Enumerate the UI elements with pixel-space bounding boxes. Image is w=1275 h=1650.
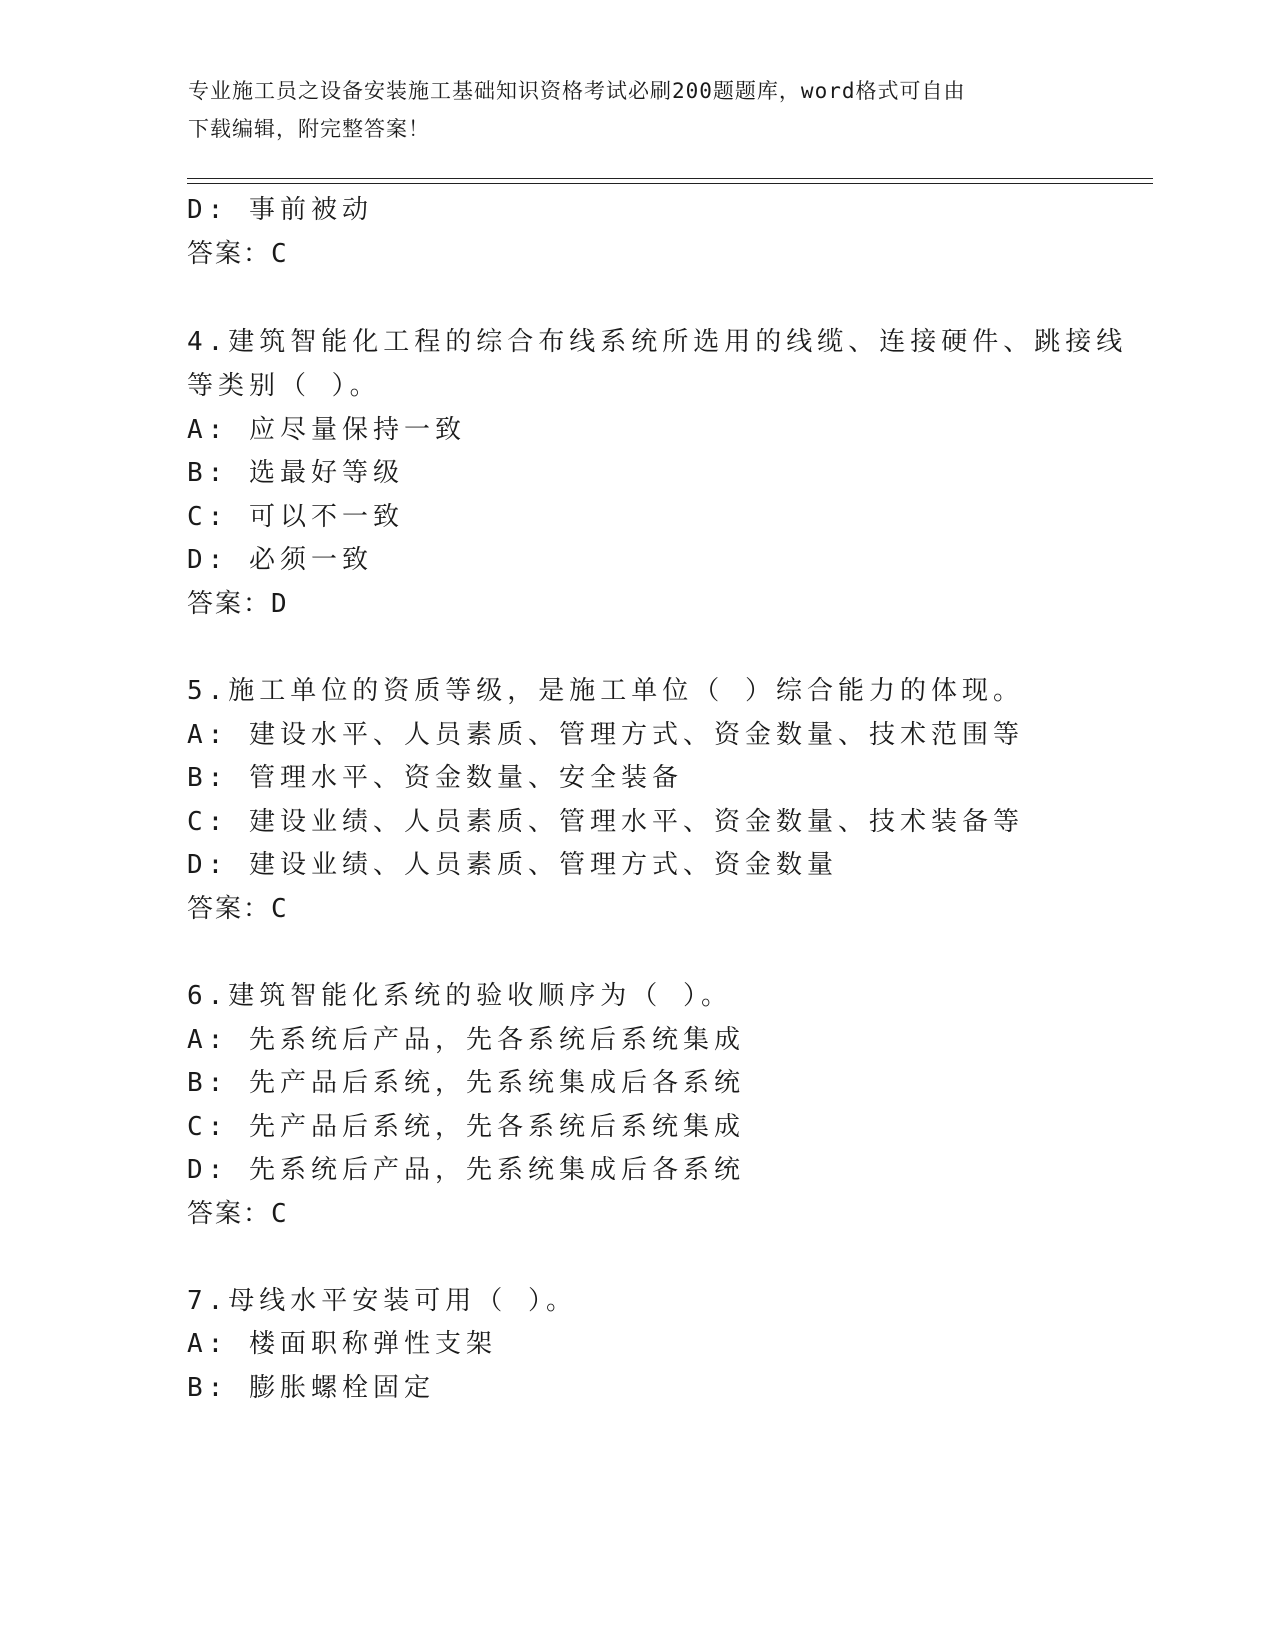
option-d: D: 事前被动	[187, 195, 373, 225]
question-5-answer: 答案：C	[187, 894, 289, 924]
question-7-stem: 7.母线水平安装可用（ ）。	[187, 1286, 577, 1316]
page-header	[188, 72, 1068, 148]
question-7-option-a: A: 楼面职称弹性支架	[187, 1329, 497, 1359]
question-7-option-b: B: 膨胀螺栓固定	[187, 1373, 435, 1403]
question-5-option-c: C: 建设业绩、人员素质、管理水平、资金数量、技术装备等	[187, 807, 1024, 837]
header-divider-top	[187, 178, 1153, 179]
question-6-option-d: D: 先系统后产品，先系统集成后各系统	[187, 1155, 745, 1185]
question-6-option-b: B: 先产品后系统，先系统集成后各系统	[187, 1068, 745, 1098]
header-divider-bottom	[187, 183, 1153, 184]
question-4-option-c: C: 可以不一致	[187, 502, 404, 532]
question-4-option-b: B: 选最好等级	[187, 458, 404, 488]
question-4-answer: 答案：D	[187, 589, 289, 619]
question-6-option-a: A: 先系统后产品，先各系统后系统集成	[187, 1025, 745, 1055]
question-5-option-b: B: 管理水平、资金数量、安全装备	[187, 763, 683, 793]
answer-text: 答案：C	[187, 239, 289, 269]
question-6-answer: 答案：C	[187, 1199, 289, 1229]
question-4-option-d: D: 必须一致	[187, 545, 373, 575]
question-6-option-c: C: 先产品后系统，先各系统后系统集成	[187, 1112, 745, 1142]
question-4-stem-line-2: 等类别（ ）。	[187, 371, 381, 401]
question-5-stem: 5.施工单位的资质等级，是施工单位（ ）综合能力的体现。	[187, 676, 1024, 706]
question-4-stem-line-1: 4.建筑智能化工程的综合布线系统所选用的线缆、连接硬件、跳接线	[187, 327, 1128, 357]
header-title-line-2: 下载编辑，附完整答案！	[188, 117, 430, 141]
question-4-option-a: A: 应尽量保持一致	[187, 415, 466, 445]
question-5-option-d: D: 建设业绩、人员素质、管理方式、资金数量	[187, 850, 838, 880]
header-title-line-1: 专业施工员之设备安装施工基础知识资格考试必刷200题题库，word格式可自由	[188, 79, 966, 103]
question-6-stem: 6.建筑智能化系统的验收顺序为（ ）。	[187, 981, 732, 1011]
question-5-option-a: A: 建设水平、人员素质、管理方式、资金数量、技术范围等	[187, 720, 1024, 750]
